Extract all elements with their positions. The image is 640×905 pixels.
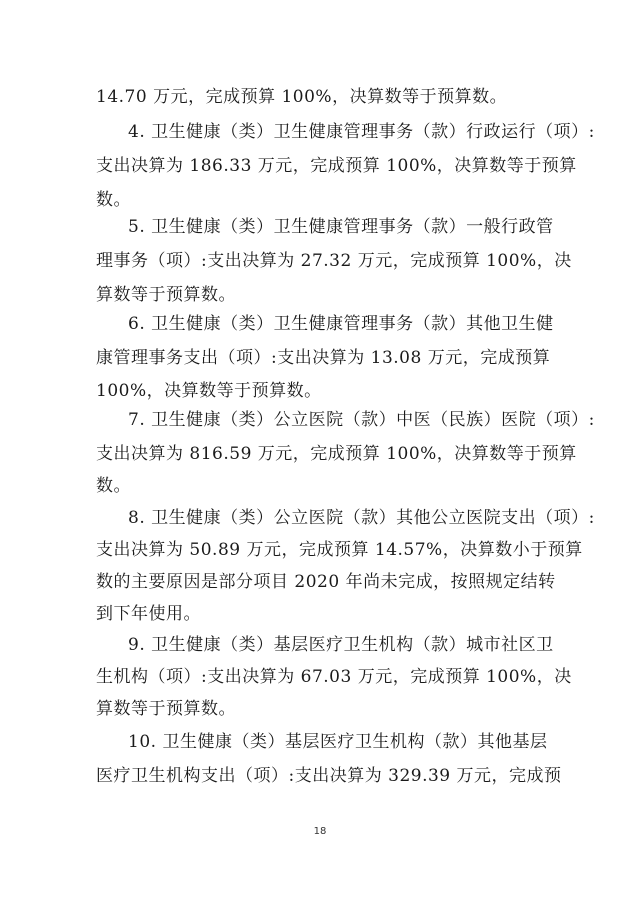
text-line: 支出决算为 50.89 万元，完成预算 14.57%，决算数小于预算 [96,540,583,560]
text-line: 8. 卫生健康（类）公立医院（款）其他公立医院支出（项）: [128,508,595,528]
text-line: 康管理事务支出（项）:支出决算为 13.08 万元，完成预算 [96,348,551,368]
page-number: 18 [313,826,327,837]
text-line: 算数等于预算数。 [96,285,236,305]
text-line: 数的主要原因是部分项目 2020 年尚未完成，按照规定结转 [96,572,556,592]
text-line: 7. 卫生健康（类）公立医院（款）中医（民族）医院（项）: [128,410,595,430]
text-line: 9. 卫生健康（类）基层医疗卫生机构（款）城市社区卫 [128,635,554,655]
text-line: 14.70 万元，完成预算 100%，决算数等于预算数。 [96,87,508,107]
text-line: 100%，决算数等于预算数。 [96,381,322,401]
text-line: 6. 卫生健康（类）卫生健康管理事务（款）其他卫生健 [128,314,554,334]
text-line: 到下年使用。 [96,604,201,624]
text-line: 5. 卫生健康（类）卫生健康管理事务（款）一般行政管 [128,217,554,237]
text-line: 支出决算为 186.33 万元，完成预算 100%，决算数等于预算 [96,156,577,176]
text-line: 生机构（项）:支出决算为 67.03 万元，完成预算 100%，决 [96,667,572,687]
text-line: 理事务（项）:支出决算为 27.32 万元，完成预算 100%，决 [96,251,572,271]
text-line: 算数等于预算数。 [96,699,236,719]
text-line: 4. 卫生健康（类）卫生健康管理事务（款）行政运行（项）: [128,122,595,142]
text-line: 数。 [96,476,131,496]
text-line: 支出决算为 816.59 万元，完成预算 100%，决算数等于预算 [96,444,577,464]
text-line: 医疗卫生机构支出（项）:支出决算为 329.39 万元，完成预 [96,766,562,786]
text-line: 数。 [96,190,131,210]
text-line: 10. 卫生健康（类）基层医疗卫生机构（款）其他基层 [128,732,548,752]
